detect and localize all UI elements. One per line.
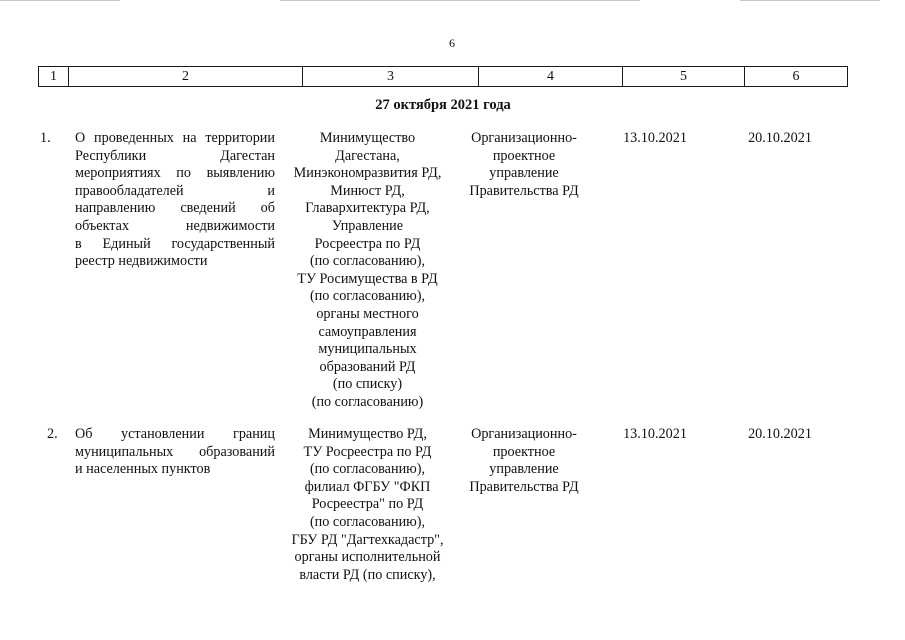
- header-cell-4: 4: [479, 67, 623, 86]
- row-responsible: [458, 130, 590, 200]
- topic-line: О проведенных на территории: [75, 130, 275, 146]
- header-cell-6: 6: [792, 69, 800, 84]
- header-cell-5: 5: [623, 67, 745, 86]
- scan-artifact: [280, 0, 640, 1]
- executors-line: Минимущество: [319, 130, 416, 146]
- topic-line: муниципальных образований: [75, 443, 275, 460]
- executors-line: Минимущество РД,: [308, 426, 427, 442]
- topic-line: Республики Дагестан: [75, 147, 275, 164]
- row-topic: [75, 130, 275, 271]
- responsible-line: Правительства РД: [469, 182, 579, 199]
- executors-line: (по согласованию),: [309, 461, 426, 478]
- responsible-line: управление: [489, 461, 559, 478]
- executors-line: (по согласованию),: [309, 253, 426, 270]
- executors-line: (по согласованию): [311, 393, 424, 410]
- row-executors: [280, 130, 455, 412]
- responsible-line: Правительства РД: [469, 478, 579, 495]
- responsible-line: Организационно-: [471, 426, 577, 442]
- date-heading: 27 октября 2021 года: [375, 97, 511, 113]
- responsible-line: проектное: [492, 443, 556, 460]
- executors-line: органы местного: [316, 305, 419, 322]
- executors-line: образований РД: [319, 358, 416, 375]
- topic-line: правообладателей и: [75, 182, 275, 199]
- responsible-line: управление: [489, 165, 559, 182]
- executors-line: муниципальных: [318, 341, 417, 358]
- topic-line: мероприятиях по выявлению: [75, 165, 275, 182]
- executors-line: Дагестана,: [335, 147, 400, 164]
- row-number: 2.: [47, 426, 58, 442]
- executors-line: филиал ФГБУ "ФКП: [304, 478, 431, 495]
- header-cell-2: 2: [69, 67, 303, 86]
- executors-line: ТУ Росимущества в РД: [297, 270, 438, 287]
- responsible-line: проектное: [492, 147, 556, 164]
- page-number: 6: [449, 36, 455, 50]
- executors-line: Росреестра по РД: [314, 235, 421, 252]
- scan-artifact: [0, 0, 120, 1]
- executors-line: ТУ Росреестра по РД: [303, 443, 432, 460]
- topic-line: в Единый государственный: [75, 235, 275, 252]
- header-cell-1: 1: [39, 67, 69, 86]
- row-date-review: 20.10.2021: [748, 130, 812, 146]
- executors-line: органы исполнительной: [294, 549, 441, 566]
- topic-line: реестр недвижимости: [75, 253, 208, 270]
- scan-artifact: [740, 0, 880, 1]
- executors-line: самоуправления: [318, 323, 417, 340]
- executors-line: Главархитектура РД,: [305, 200, 430, 217]
- topic-line: направлению сведений об: [75, 200, 275, 217]
- row-executors: [280, 426, 455, 584]
- responsible-line: Организационно-: [471, 130, 577, 146]
- topic-line: и населенных пунктов: [75, 461, 211, 478]
- executors-line: ГБУ РД "Дагтехкадастр",: [291, 531, 444, 548]
- row-number: 1.: [40, 130, 51, 146]
- executors-line: (по списку): [332, 376, 403, 393]
- topic-line: объектах недвижимости: [75, 217, 275, 234]
- executors-line: Минюст РД,: [330, 182, 405, 199]
- row-topic: [75, 426, 275, 479]
- row-date-submit: 13.10.2021: [623, 426, 687, 442]
- row-responsible: [458, 426, 590, 496]
- row-date-review: 20.10.2021: [748, 426, 812, 442]
- executors-line: (по согласованию),: [309, 513, 426, 530]
- executors-line: (по согласованию),: [309, 288, 426, 305]
- topic-line: Об установлении границ: [75, 426, 275, 442]
- executors-line: Росреестра" по РД: [311, 496, 424, 513]
- column-number-header: [38, 66, 848, 87]
- executors-line: власти РД (по списку),: [299, 566, 436, 583]
- executors-line: Управление: [331, 217, 404, 234]
- header-cell-3: 3: [303, 67, 479, 86]
- executors-line: Минэкономразвития РД,: [293, 165, 442, 182]
- row-date-submit: 13.10.2021: [623, 130, 687, 146]
